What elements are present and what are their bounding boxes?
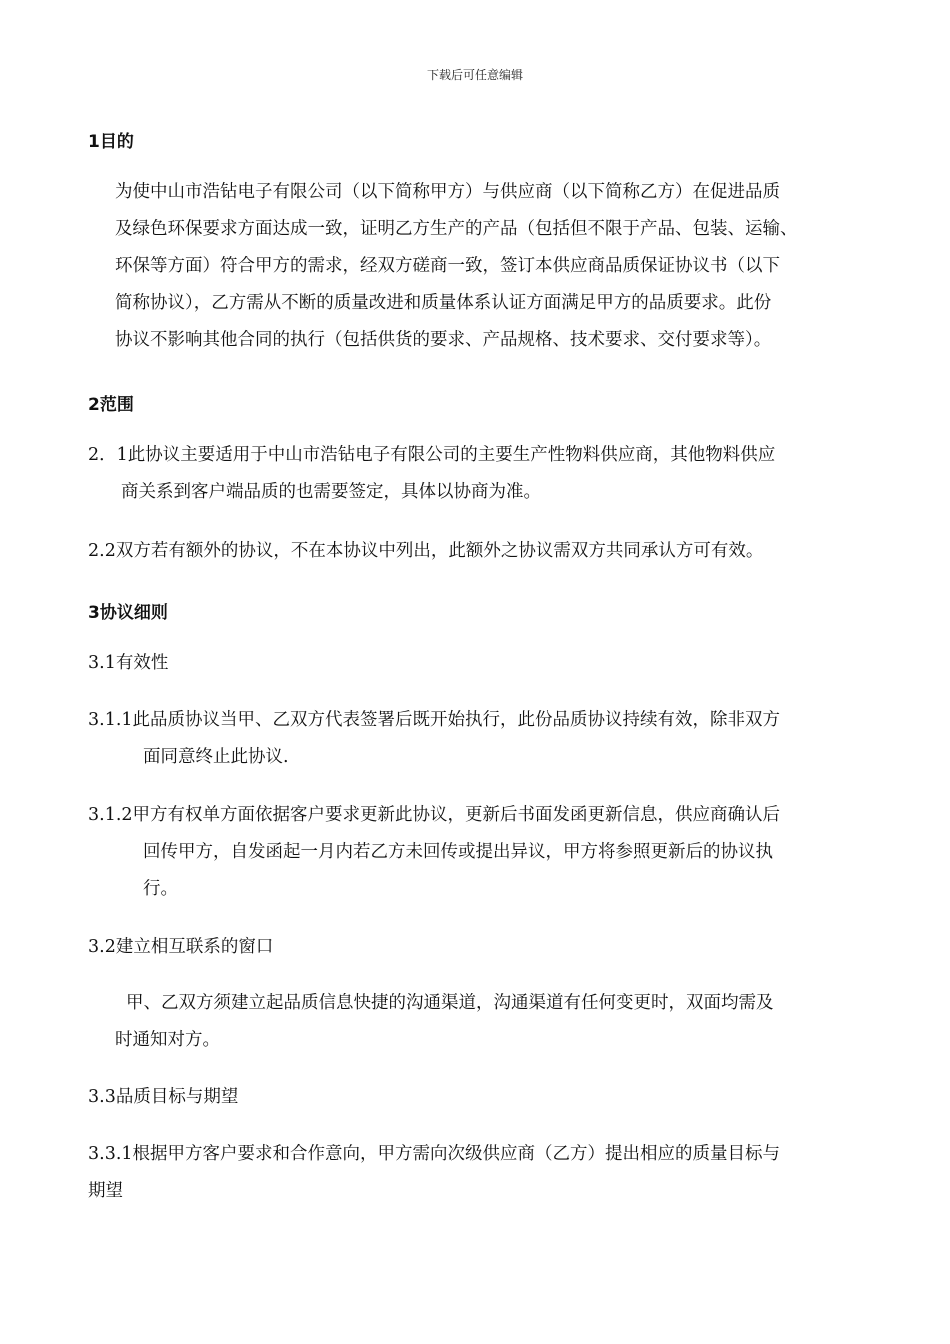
section-2-title: 2范围 bbox=[88, 395, 134, 415]
section-1-line-3: 环保等方面）符合甲方的需求，经双方磋商一致，签订本供应商品质保证协议书（以下 bbox=[115, 256, 780, 276]
clause-3-3: 3.3品质目标与期望 bbox=[88, 1087, 239, 1107]
clause-3-1-2 bbox=[88, 797, 780, 908]
clause-3-3-1-line-2: 期望 bbox=[88, 1181, 123, 1201]
section-1-line-5: 协议不影响其他合同的执行（包括供货的要求、产品规格、技术要求、交付要求等）。 bbox=[115, 330, 772, 350]
clause-3-2-body-line-1: 甲、乙双方须建立起品质信息快捷的沟通渠道，沟通渠道有任何变更时，双面均需及 bbox=[126, 993, 774, 1013]
clause-3-1-1-line-2: 面同意终止此协议. bbox=[143, 747, 289, 767]
clause-3-1-2-line-1: 3.1.2甲方有权单方面依据客户要求更新此协议，更新后书面发函更新信息，供应商确认后 bbox=[88, 805, 781, 825]
page-header: 下载后可任意编辑 bbox=[426, 68, 523, 82]
clause-3-1-2-line-2: 回传甲方，自发函起一月内若乙方未回传或提出异议，甲方将参照更新后的协议执 bbox=[143, 842, 773, 862]
clause-2-1-line-1: 2．1此协议主要适用于中山市浩钻电子有限公司的主要生产性物料供应商，其他物料供应 bbox=[88, 445, 776, 465]
clause-2-1-line-2: 商关系到客户端品质的也需要签定，具体以协商为准。 bbox=[121, 482, 541, 502]
section-1-paragraph bbox=[115, 174, 798, 359]
clause-3-2-body bbox=[115, 985, 774, 1059]
section-1-line-4: 简称协议），乙方需从不断的质量改进和质量体系认证方面满足甲方的品质要求。此份 bbox=[115, 293, 772, 313]
clause-2-2: 2.2双方若有额外的协议，不在本协议中列出，此额外之协议需双方共同承认方可有效。 bbox=[88, 541, 764, 561]
section-1-line-2: 及绿色环保要求方面达成一致，证明乙方生产的产品（包括但不限于产品、包装、运输、 bbox=[115, 219, 798, 239]
clause-3-2-body-line-2: 时通知对方。 bbox=[115, 1030, 220, 1050]
clause-3-1-1 bbox=[88, 702, 780, 776]
clause-3-1-2-line-3: 行。 bbox=[143, 879, 178, 899]
section-1-title: 1目的 bbox=[88, 132, 134, 152]
clause-3-2: 3.2建立相互联系的窗口 bbox=[88, 937, 274, 957]
clause-2-1 bbox=[88, 437, 775, 511]
clause-3-3-1-line-1: 3.3.1根据甲方客户要求和合作意向，甲方需向次级供应商（乙方）提出相应的质量目标与 bbox=[88, 1144, 781, 1164]
clause-3-1-1-line-1: 3.1.1此品质协议当甲、乙双方代表签署后既开始执行，此份品质协议持续有效，除非双方 bbox=[88, 710, 781, 730]
section-3-title: 3协议细则 bbox=[88, 603, 168, 623]
clause-3-1: 3.1有效性 bbox=[88, 653, 169, 673]
section-1-line-1: 为使中山市浩钻电子有限公司（以下简称甲方）与供应商（以下简称乙方）在促进品质 bbox=[115, 182, 780, 202]
clause-3-3-1 bbox=[88, 1136, 780, 1210]
